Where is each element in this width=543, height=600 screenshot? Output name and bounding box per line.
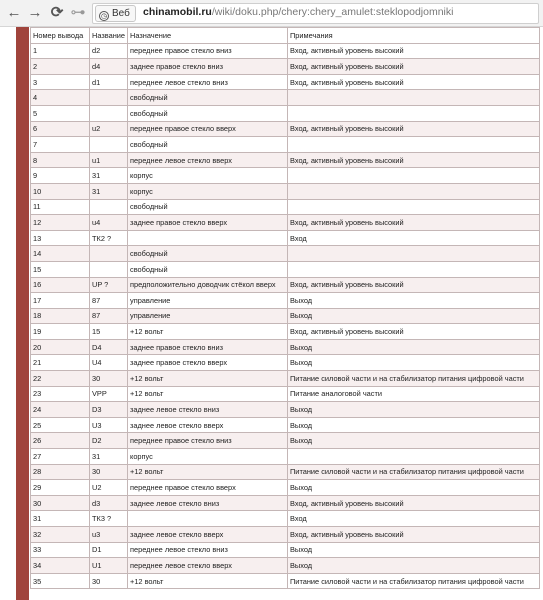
pin-number-cell: 8 bbox=[31, 152, 90, 168]
purpose-cell: +12 вольт bbox=[128, 464, 288, 480]
table-row bbox=[31, 43, 540, 59]
pin-number-cell: 21 bbox=[31, 355, 90, 371]
table-row bbox=[31, 215, 540, 231]
browser-toolbar bbox=[0, 0, 543, 27]
name-cell bbox=[90, 90, 128, 106]
name-cell: U4 bbox=[90, 355, 128, 371]
purpose-cell: +12 вольт bbox=[128, 324, 288, 340]
pin-number-cell: 16 bbox=[31, 277, 90, 293]
notes-cell: Вход, активный уровень высокий bbox=[288, 215, 540, 231]
table-row bbox=[31, 199, 540, 215]
table-row bbox=[31, 573, 540, 589]
purpose-cell: свободный bbox=[128, 90, 288, 106]
table-row bbox=[31, 59, 540, 75]
table-row bbox=[31, 386, 540, 402]
purpose-cell: переднее левое стекло вверх bbox=[128, 558, 288, 574]
pin-number-cell: 34 bbox=[31, 558, 90, 574]
table-row bbox=[31, 90, 540, 106]
table-row bbox=[31, 339, 540, 355]
table-row bbox=[31, 308, 540, 324]
purpose-cell: предположительно доводчик стёкол вверх bbox=[128, 277, 288, 293]
pin-number-cell: 9 bbox=[31, 168, 90, 184]
name-cell bbox=[90, 105, 128, 121]
pin-number-cell: 3 bbox=[31, 74, 90, 90]
notes-cell: Выход bbox=[288, 480, 540, 496]
notes-cell: Вход, активный уровень высокий bbox=[288, 324, 540, 340]
back-arrow-icon[interactable]: ← bbox=[6, 4, 22, 21]
table-row bbox=[31, 417, 540, 433]
notes-cell: Выход bbox=[288, 433, 540, 449]
purpose-cell: свободный bbox=[128, 137, 288, 153]
name-cell: ТК2 ? bbox=[90, 230, 128, 246]
purpose-cell: переднее правое стекло вверх bbox=[128, 121, 288, 137]
purpose-cell: корпус bbox=[128, 449, 288, 465]
pin-number-cell: 10 bbox=[31, 183, 90, 199]
notes-cell: Вход bbox=[288, 230, 540, 246]
notes-cell: Питание силовой части и на стабилизатор питания цифровой части bbox=[288, 464, 540, 480]
name-cell bbox=[90, 137, 128, 153]
name-cell: d3 bbox=[90, 495, 128, 511]
notes-cell bbox=[288, 105, 540, 121]
notes-cell: Выход bbox=[288, 402, 540, 418]
purpose-cell: управление bbox=[128, 293, 288, 309]
header-notes: Примечания bbox=[288, 28, 540, 44]
pin-number-cell: 4 bbox=[31, 90, 90, 106]
purpose-cell: заднее левое стекло вверх bbox=[128, 527, 288, 543]
pin-number-cell: 22 bbox=[31, 371, 90, 387]
notes-cell: Выход bbox=[288, 339, 540, 355]
notes-cell: Вход, активный уровень высокий bbox=[288, 59, 540, 75]
name-cell: 15 bbox=[90, 324, 128, 340]
name-cell: VPP bbox=[90, 386, 128, 402]
purpose-cell: переднее левое стекло вниз bbox=[128, 74, 288, 90]
pin-number-cell: 11 bbox=[31, 199, 90, 215]
name-cell: u2 bbox=[90, 121, 128, 137]
notes-cell bbox=[288, 199, 540, 215]
name-cell: UP ? bbox=[90, 277, 128, 293]
purpose-cell: заднее левое стекло вниз bbox=[128, 495, 288, 511]
name-cell: 30 bbox=[90, 573, 128, 589]
pin-number-cell: 24 bbox=[31, 402, 90, 418]
pinout-table bbox=[30, 27, 540, 589]
table-row bbox=[31, 527, 540, 543]
address-bar[interactable] bbox=[92, 3, 539, 24]
pin-number-cell: 30 bbox=[31, 495, 90, 511]
name-cell: d4 bbox=[90, 59, 128, 75]
pin-number-cell: 12 bbox=[31, 215, 90, 231]
table-row bbox=[31, 168, 540, 184]
notes-cell bbox=[288, 183, 540, 199]
name-cell: U2 bbox=[90, 480, 128, 496]
purpose-cell bbox=[128, 230, 288, 246]
name-cell: 30 bbox=[90, 464, 128, 480]
purpose-cell: свободный bbox=[128, 199, 288, 215]
table-row bbox=[31, 495, 540, 511]
purpose-cell: переднее правое стекло вверх bbox=[128, 480, 288, 496]
pin-number-cell: 31 bbox=[31, 511, 90, 527]
notes-cell: Выход bbox=[288, 558, 540, 574]
table-row bbox=[31, 449, 540, 465]
table-header-row bbox=[31, 28, 540, 44]
forward-arrow-icon[interactable]: → bbox=[27, 4, 43, 21]
purpose-cell: свободный bbox=[128, 246, 288, 262]
pin-number-cell: 14 bbox=[31, 246, 90, 262]
purpose-cell: +12 вольт bbox=[128, 386, 288, 402]
table-row bbox=[31, 261, 540, 277]
notes-cell: Питание аналоговой части bbox=[288, 386, 540, 402]
notes-cell: Вход bbox=[288, 511, 540, 527]
name-cell: 31 bbox=[90, 168, 128, 184]
purpose-cell: переднее правое стекло вниз bbox=[128, 43, 288, 59]
notes-cell bbox=[288, 246, 540, 262]
table-row bbox=[31, 542, 540, 558]
reload-icon[interactable]: ⟳ bbox=[50, 4, 64, 21]
left-decor-bar bbox=[16, 27, 29, 600]
table-row bbox=[31, 183, 540, 199]
header-pin-number: Номер вывода bbox=[31, 28, 90, 44]
pin-number-cell: 15 bbox=[31, 261, 90, 277]
table-row bbox=[31, 324, 540, 340]
pin-number-cell: 35 bbox=[31, 573, 90, 589]
notes-cell: Вход, активный уровень высокий bbox=[288, 121, 540, 137]
pin-number-cell: 20 bbox=[31, 339, 90, 355]
header-name: Название bbox=[90, 28, 128, 44]
purpose-cell: свободный bbox=[128, 105, 288, 121]
purpose-cell: заднее левое стекло вниз bbox=[128, 402, 288, 418]
notes-cell: Выход bbox=[288, 355, 540, 371]
notes-cell bbox=[288, 168, 540, 184]
purpose-cell: +12 вольт bbox=[128, 371, 288, 387]
name-cell: 30 bbox=[90, 371, 128, 387]
name-cell bbox=[90, 199, 128, 215]
name-cell: 87 bbox=[90, 308, 128, 324]
pin-number-cell: 23 bbox=[31, 386, 90, 402]
pin-number-cell: 32 bbox=[31, 527, 90, 543]
purpose-cell: заднее левое стекло вверх bbox=[128, 417, 288, 433]
purpose-cell: заднее правое стекло вверх bbox=[128, 215, 288, 231]
name-cell: u3 bbox=[90, 527, 128, 543]
url-path: /wiki/doku.php/chery:chery_amulet:steklopodjomniki bbox=[211, 6, 454, 18]
table-row bbox=[31, 246, 540, 262]
name-cell bbox=[90, 246, 128, 262]
key-icon[interactable]: ⊶ bbox=[70, 4, 86, 21]
table-row bbox=[31, 464, 540, 480]
table-row bbox=[31, 105, 540, 121]
notes-cell: Вход, активный уровень высокий bbox=[288, 43, 540, 59]
name-cell: D2 bbox=[90, 433, 128, 449]
name-cell: 31 bbox=[90, 183, 128, 199]
name-cell: u4 bbox=[90, 215, 128, 231]
table-row bbox=[31, 293, 540, 309]
table-row bbox=[31, 230, 540, 246]
site-info-chip[interactable] bbox=[95, 5, 136, 22]
pin-number-cell: 33 bbox=[31, 542, 90, 558]
table-row bbox=[31, 402, 540, 418]
notes-cell: Вход, активный уровень высокий bbox=[288, 152, 540, 168]
name-cell bbox=[90, 261, 128, 277]
notes-cell: Выход bbox=[288, 308, 540, 324]
name-cell: D4 bbox=[90, 339, 128, 355]
purpose-cell: переднее левое стекло вверх bbox=[128, 152, 288, 168]
table-row bbox=[31, 433, 540, 449]
pin-number-cell: 25 bbox=[31, 417, 90, 433]
url-domain: chinamobil.ru bbox=[143, 6, 212, 18]
table-row bbox=[31, 121, 540, 137]
pin-number-cell: 5 bbox=[31, 105, 90, 121]
notes-cell bbox=[288, 90, 540, 106]
notes-cell: Вход, активный уровень высокий bbox=[288, 277, 540, 293]
notes-cell bbox=[288, 261, 540, 277]
notes-cell bbox=[288, 137, 540, 153]
notes-cell: Выход bbox=[288, 542, 540, 558]
pin-number-cell: 2 bbox=[31, 59, 90, 75]
notes-cell: Выход bbox=[288, 417, 540, 433]
name-cell: 87 bbox=[90, 293, 128, 309]
pinout-table-body bbox=[31, 28, 540, 589]
header-purpose: Назначение bbox=[128, 28, 288, 44]
name-cell: ТК3 ? bbox=[90, 511, 128, 527]
table-row bbox=[31, 74, 540, 90]
pin-number-cell: 1 bbox=[31, 43, 90, 59]
purpose-cell: заднее правое стекло вниз bbox=[128, 59, 288, 75]
name-cell: U1 bbox=[90, 558, 128, 574]
purpose-cell: корпус bbox=[128, 168, 288, 184]
table-row bbox=[31, 152, 540, 168]
pin-number-cell: 6 bbox=[31, 121, 90, 137]
table-row bbox=[31, 511, 540, 527]
pin-number-cell: 19 bbox=[31, 324, 90, 340]
table-row bbox=[31, 355, 540, 371]
globe-icon: ◷ bbox=[100, 13, 108, 20]
purpose-cell: переднее правое стекло вниз bbox=[128, 433, 288, 449]
pin-number-cell: 26 bbox=[31, 433, 90, 449]
table-row bbox=[31, 558, 540, 574]
purpose-cell: корпус bbox=[128, 183, 288, 199]
name-cell: U3 bbox=[90, 417, 128, 433]
table-row bbox=[31, 277, 540, 293]
name-cell: u1 bbox=[90, 152, 128, 168]
notes-cell bbox=[288, 449, 540, 465]
name-cell: d2 bbox=[90, 43, 128, 59]
notes-cell: Вход, активный уровень высокий bbox=[288, 495, 540, 511]
pin-number-cell: 7 bbox=[31, 137, 90, 153]
notes-cell: Вход, активный уровень высокий bbox=[288, 527, 540, 543]
purpose-cell: свободный bbox=[128, 261, 288, 277]
pin-number-cell: 28 bbox=[31, 464, 90, 480]
name-cell: 31 bbox=[90, 449, 128, 465]
page-content bbox=[0, 27, 543, 600]
purpose-cell: управление bbox=[128, 308, 288, 324]
purpose-cell: +12 вольт bbox=[128, 573, 288, 589]
name-cell: D1 bbox=[90, 542, 128, 558]
pin-number-cell: 13 bbox=[31, 230, 90, 246]
site-info-label: Веб bbox=[112, 8, 130, 19]
notes-cell: Питание силовой части и на стабилизатор питания цифровой части bbox=[288, 573, 540, 589]
pin-number-cell: 29 bbox=[31, 480, 90, 496]
purpose-cell bbox=[128, 511, 288, 527]
table-row bbox=[31, 371, 540, 387]
notes-cell: Вход, активный уровень высокий bbox=[288, 74, 540, 90]
purpose-cell: заднее правое стекло вниз bbox=[128, 339, 288, 355]
purpose-cell: переднее левое стекло вниз bbox=[128, 542, 288, 558]
purpose-cell: заднее правое стекло вверх bbox=[128, 355, 288, 371]
url-text[interactable] bbox=[143, 4, 453, 21]
table-row bbox=[31, 137, 540, 153]
name-cell: D3 bbox=[90, 402, 128, 418]
pin-number-cell: 27 bbox=[31, 449, 90, 465]
name-cell: d1 bbox=[90, 74, 128, 90]
pin-number-cell: 17 bbox=[31, 293, 90, 309]
table-row bbox=[31, 480, 540, 496]
notes-cell: Питание силовой части и на стабилизатор питания цифровой части bbox=[288, 371, 540, 387]
pin-number-cell: 18 bbox=[31, 308, 90, 324]
notes-cell: Выход bbox=[288, 293, 540, 309]
